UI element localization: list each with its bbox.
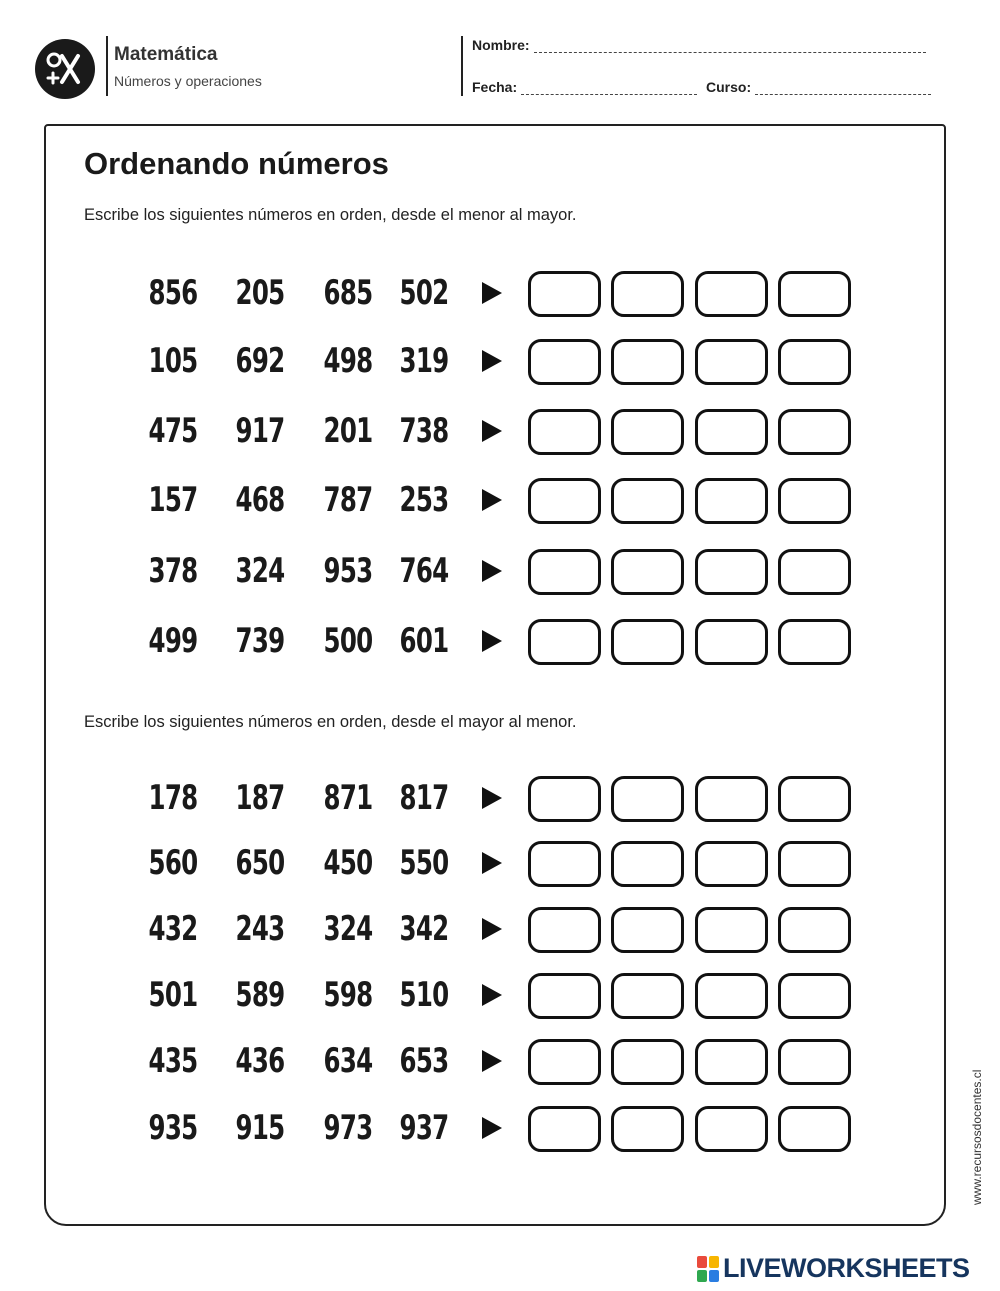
number-value: 871 [323,778,373,818]
answer-box[interactable] [695,478,768,524]
answer-box[interactable] [528,549,601,595]
exercise-row [0,775,1000,821]
answer-box[interactable] [611,478,684,524]
answer-box[interactable] [611,339,684,385]
logo-icon [34,38,96,100]
number-value: 201 [323,411,373,451]
topic-subtitle: Números y operaciones [114,73,262,89]
play-arrow-icon [482,350,502,372]
number-value: 319 [399,341,449,381]
number-value: 817 [399,778,449,818]
fecha-field[interactable] [472,79,697,95]
answer-box[interactable] [695,907,768,953]
number-value: 157 [148,480,198,520]
play-arrow-icon [482,787,502,809]
answer-box[interactable] [528,841,601,887]
brand-square [709,1256,719,1268]
instruction-descending: Escribe los siguientes números en orden, desde el mayor al menor. [84,713,577,731]
number-value: 973 [323,1108,373,1148]
answer-box[interactable] [695,776,768,822]
answer-box[interactable] [778,409,851,455]
answer-box[interactable] [695,339,768,385]
answer-box[interactable] [695,619,768,665]
exercise-row [0,906,1000,952]
answer-box[interactable] [695,1106,768,1152]
play-arrow-icon [482,420,502,442]
number-value: 243 [235,909,285,949]
brand-square [697,1256,707,1268]
number-value: 501 [148,975,198,1015]
number-value: 653 [399,1041,449,1081]
number-value: 856 [148,273,198,313]
play-arrow-icon [482,489,502,511]
answer-box[interactable] [611,271,684,317]
liveworksheets-brand [697,1253,970,1284]
answer-box[interactable] [778,549,851,595]
answer-box[interactable] [695,1039,768,1085]
number-value: 738 [399,411,449,451]
answer-box[interactable] [611,973,684,1019]
number-value: 432 [148,909,198,949]
answer-box[interactable] [695,841,768,887]
number-value: 601 [399,621,449,661]
play-arrow-icon [482,852,502,874]
number-value: 510 [399,975,449,1015]
nombre-field[interactable] [472,37,926,53]
brand-square [709,1270,719,1282]
answer-box[interactable] [778,907,851,953]
play-arrow-icon [482,1117,502,1139]
number-value: 450 [323,843,373,883]
answer-box[interactable] [611,907,684,953]
number-value: 436 [235,1041,285,1081]
fecha-label: Fecha: [472,79,518,95]
header-divider-fields [461,36,463,96]
number-value: 935 [148,1108,198,1148]
exercise-row [0,338,1000,384]
number-value: 435 [148,1041,198,1081]
answer-box[interactable] [778,841,851,887]
answer-box[interactable] [528,907,601,953]
number-value: 560 [148,843,198,883]
exercise-row [0,972,1000,1018]
number-value: 692 [235,341,285,381]
number-value: 468 [235,480,285,520]
answer-box[interactable] [778,1039,851,1085]
exercise-row [0,1038,1000,1084]
play-arrow-icon [482,1050,502,1072]
nombre-line[interactable] [534,40,926,53]
number-value: 178 [148,778,198,818]
number-value: 187 [235,778,285,818]
answer-box[interactable] [528,339,601,385]
number-value: 324 [323,909,373,949]
play-arrow-icon [482,282,502,304]
number-value: 953 [323,551,373,591]
play-arrow-icon [482,918,502,940]
exercise-row [0,477,1000,523]
exercise-row [0,1105,1000,1151]
answer-box[interactable] [695,409,768,455]
exercise-row [0,270,1000,316]
number-value: 787 [323,480,373,520]
answer-box[interactable] [528,409,601,455]
number-value: 105 [148,341,198,381]
answer-box[interactable] [528,973,601,1019]
answer-box[interactable] [611,776,684,822]
number-value: 685 [323,273,373,313]
worksheet-title: Ordenando números [84,146,389,181]
number-value: 502 [399,273,449,313]
number-value: 500 [323,621,373,661]
answer-box[interactable] [611,1106,684,1152]
number-value: 498 [323,341,373,381]
answer-box[interactable] [528,271,601,317]
number-value: 342 [399,909,449,949]
play-arrow-icon [482,984,502,1006]
exercise-row [0,548,1000,594]
website-url: www.recursosdocentes.cl [970,1069,984,1205]
play-arrow-icon [482,630,502,652]
answer-box[interactable] [778,619,851,665]
answer-box[interactable] [778,271,851,317]
answer-box[interactable] [778,776,851,822]
answer-box[interactable] [778,339,851,385]
answer-box[interactable] [611,841,684,887]
brand-logo-icon [697,1256,719,1282]
answer-box[interactable] [695,271,768,317]
header-divider [106,36,108,96]
number-value: 917 [235,411,285,451]
number-value: 550 [399,843,449,883]
number-value: 475 [148,411,198,451]
answer-box[interactable] [611,549,684,595]
answer-box[interactable] [778,1106,851,1152]
curso-field[interactable] [706,79,931,95]
answer-box[interactable] [528,1106,601,1152]
answer-box[interactable] [528,619,601,665]
subject-title: Matemática [114,44,218,65]
answer-box[interactable] [528,1039,601,1085]
exercise-row [0,408,1000,454]
answer-box[interactable] [695,973,768,1019]
curso-line[interactable] [755,82,931,95]
answer-box[interactable] [611,1039,684,1085]
play-arrow-icon [482,560,502,582]
number-value: 739 [235,621,285,661]
brand-square [697,1270,707,1282]
exercise-row [0,840,1000,886]
exercise-row [0,618,1000,664]
number-value: 937 [399,1108,449,1148]
brand-text: LIVEWORKSHEETS [723,1253,970,1283]
answer-box[interactable] [611,619,684,665]
answer-box[interactable] [611,409,684,455]
number-value: 499 [148,621,198,661]
number-value: 650 [235,843,285,883]
curso-label: Curso: [706,79,752,95]
answer-box[interactable] [778,478,851,524]
answer-box[interactable] [528,776,601,822]
number-value: 764 [399,551,449,591]
fecha-line[interactable] [521,82,697,95]
number-value: 589 [235,975,285,1015]
number-value: 634 [323,1041,373,1081]
number-value: 324 [235,551,285,591]
number-value: 378 [148,551,198,591]
number-value: 915 [235,1108,285,1148]
nombre-label: Nombre: [472,37,530,53]
answer-box[interactable] [778,973,851,1019]
number-value: 253 [399,480,449,520]
instruction-ascending: Escribe los siguientes números en orden, desde el menor al mayor. [84,206,577,224]
number-value: 205 [235,273,285,313]
answer-box[interactable] [695,549,768,595]
number-value: 598 [323,975,373,1015]
answer-box[interactable] [528,478,601,524]
